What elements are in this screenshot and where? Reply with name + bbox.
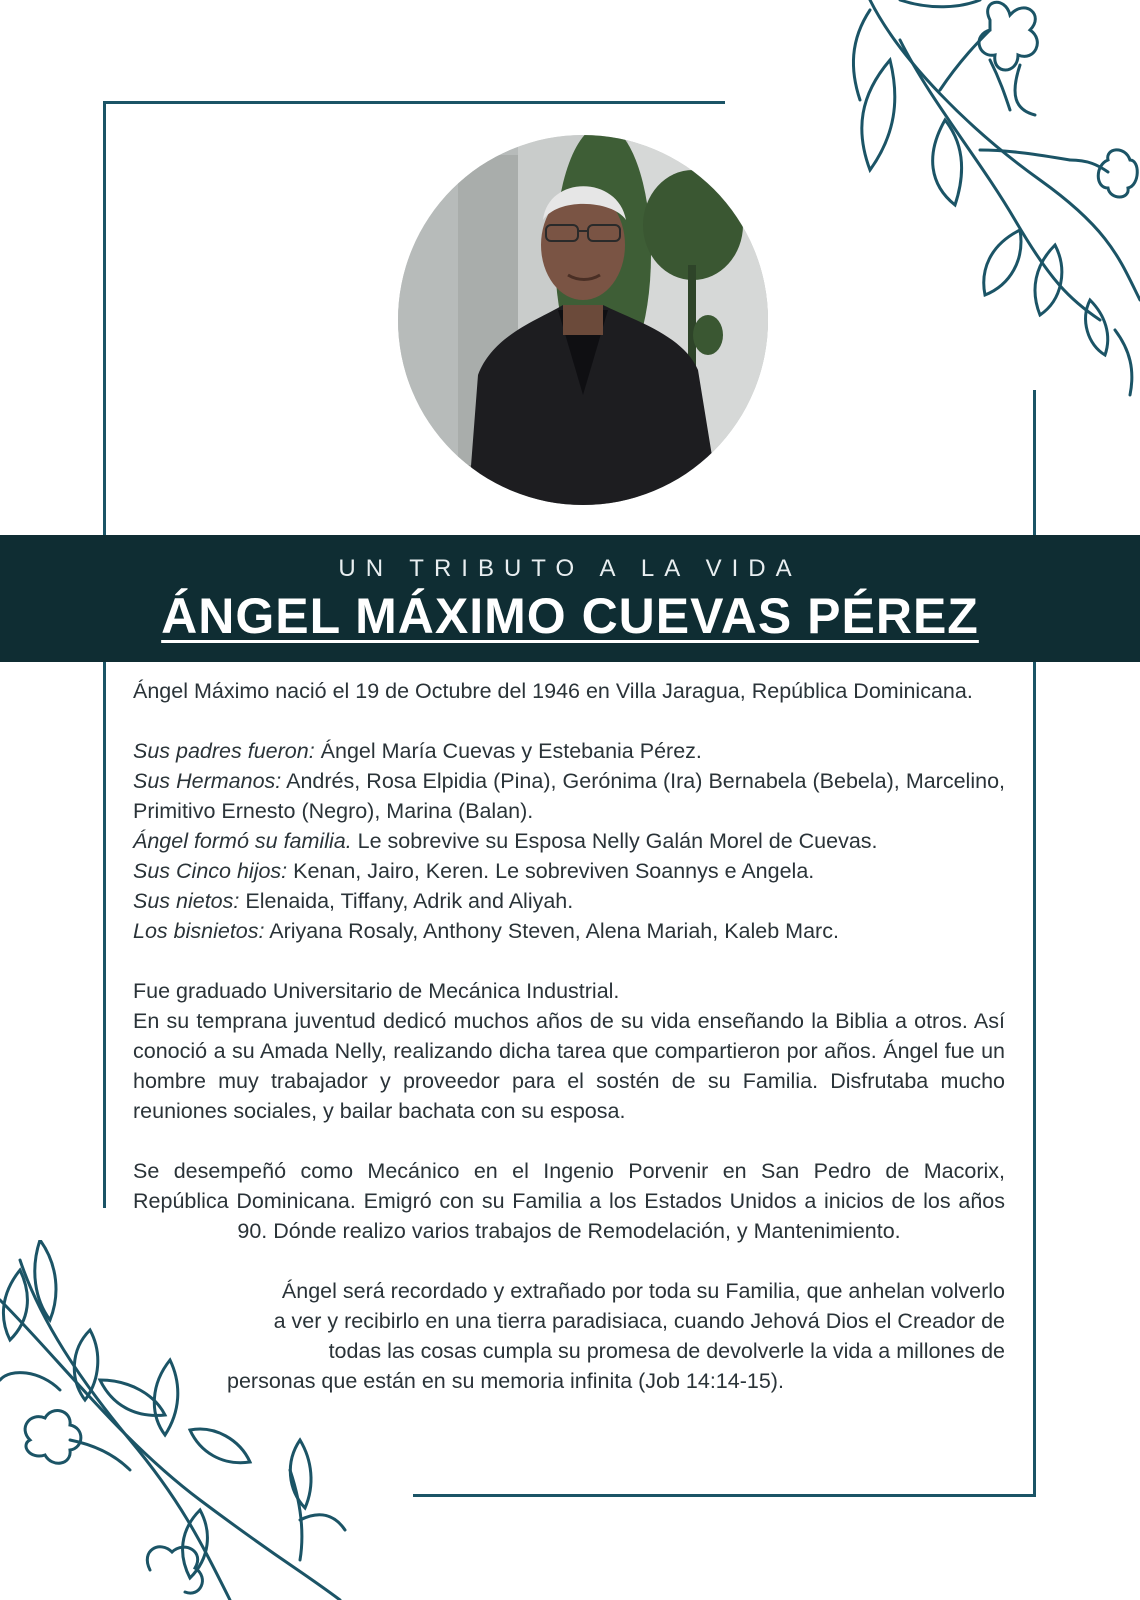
family-item: [133, 826, 1005, 856]
banner-kicker: UN TRIBUTO A LA VIDA: [338, 555, 802, 582]
family-text: Andrés, Rosa Elpidia (Pina), Gerónima (Ira) Bernabela (Bebela), Marcelino, Primitivo Ernesto (Negro), Marina (Balan).: [133, 769, 1005, 823]
closing-line: Ángel será recordado y extrañado por toda su Familia, que anhelan volverlo: [281, 1279, 1005, 1303]
family-text: Ariyana Rosaly, Anthony Steven, Alena Mariah, Kaleb Marc.: [264, 919, 839, 943]
closing-line: personas que están en su memoria infinita (Job 14:14-15).: [227, 1369, 784, 1393]
closing-paragraph: [133, 1276, 1005, 1396]
family-item: [133, 766, 1005, 826]
closing-line: a ver y recibirlo en una tierra paradisiaca, cuando Jehová Dios el Creador de: [273, 1309, 1005, 1333]
family-item: [133, 856, 1005, 886]
family-label: Sus nietos:: [133, 889, 240, 913]
family-item: [133, 916, 1005, 946]
intro-paragraph: Ángel Máximo nació el 19 de Octubre del 1946 en Villa Jaragua, República Dominicana.: [133, 679, 973, 703]
family-label: Los bisnietos:: [133, 919, 265, 943]
portrait-photo: [398, 135, 768, 505]
family-item: [133, 886, 1005, 916]
family-text: Elenaida, Tiffany, Adrik and Aliyah.: [239, 889, 574, 913]
family-text: Kenan, Jairo, Keren. Le sobreviven Soannys e Angela.: [287, 859, 815, 883]
family-label: Ángel formó su familia.: [133, 829, 352, 853]
family-text: Ángel María Cuevas y Estebania Pérez.: [314, 739, 702, 763]
closing-line: todas las cosas cumpla su promesa de devolverle la vida a millones de: [328, 1339, 1005, 1363]
frame-bottom-line: [413, 1494, 1036, 1497]
deceased-name: ÁNGEL MÁXIMO CUEVAS PÉREZ: [161, 588, 979, 644]
family-list: [133, 736, 1005, 946]
bio-paragraph-1: Fue graduado Universitario de Mecánica Industrial.: [133, 979, 620, 1003]
frame-top-line: [103, 101, 725, 104]
title-banner: [0, 535, 1140, 662]
family-label: Sus Cinco hijos:: [133, 859, 288, 883]
family-label: Sus Hermanos:: [133, 769, 282, 793]
family-text: Le sobrevive su Esposa Nelly Galán Morel de Cuevas.: [351, 829, 878, 853]
obituary-body: [133, 676, 1005, 1396]
family-item: [133, 736, 1005, 766]
floral-branch-top-right-icon: [840, 0, 1140, 400]
bio-paragraph-2: En su temprana juventud dedicó muchos años de su vida enseñando la Biblia a otros. Así conoció a su Amada Nelly, realizando dicha tarea que compartieron por años. Ángel fue un hombre muy trabajador y proveedor para el sostén de su Familia. Disfrutaba mucho reuniones sociales, y bailar bachata con su esposa.: [133, 1009, 1005, 1123]
portrait-illustration: [398, 135, 768, 505]
family-label: Sus padres fueron:: [133, 739, 315, 763]
career-paragraph: Se desempeñó como Mecánico en el Ingenio Porvenir en San Pedro de Macorix, República Dominicana. Emigró con su Familia a los Estados Unidos a inicios de los años 90. Dónde realizo varios trabajos de Remodelación, y Mantenimiento.: [133, 1159, 1005, 1243]
